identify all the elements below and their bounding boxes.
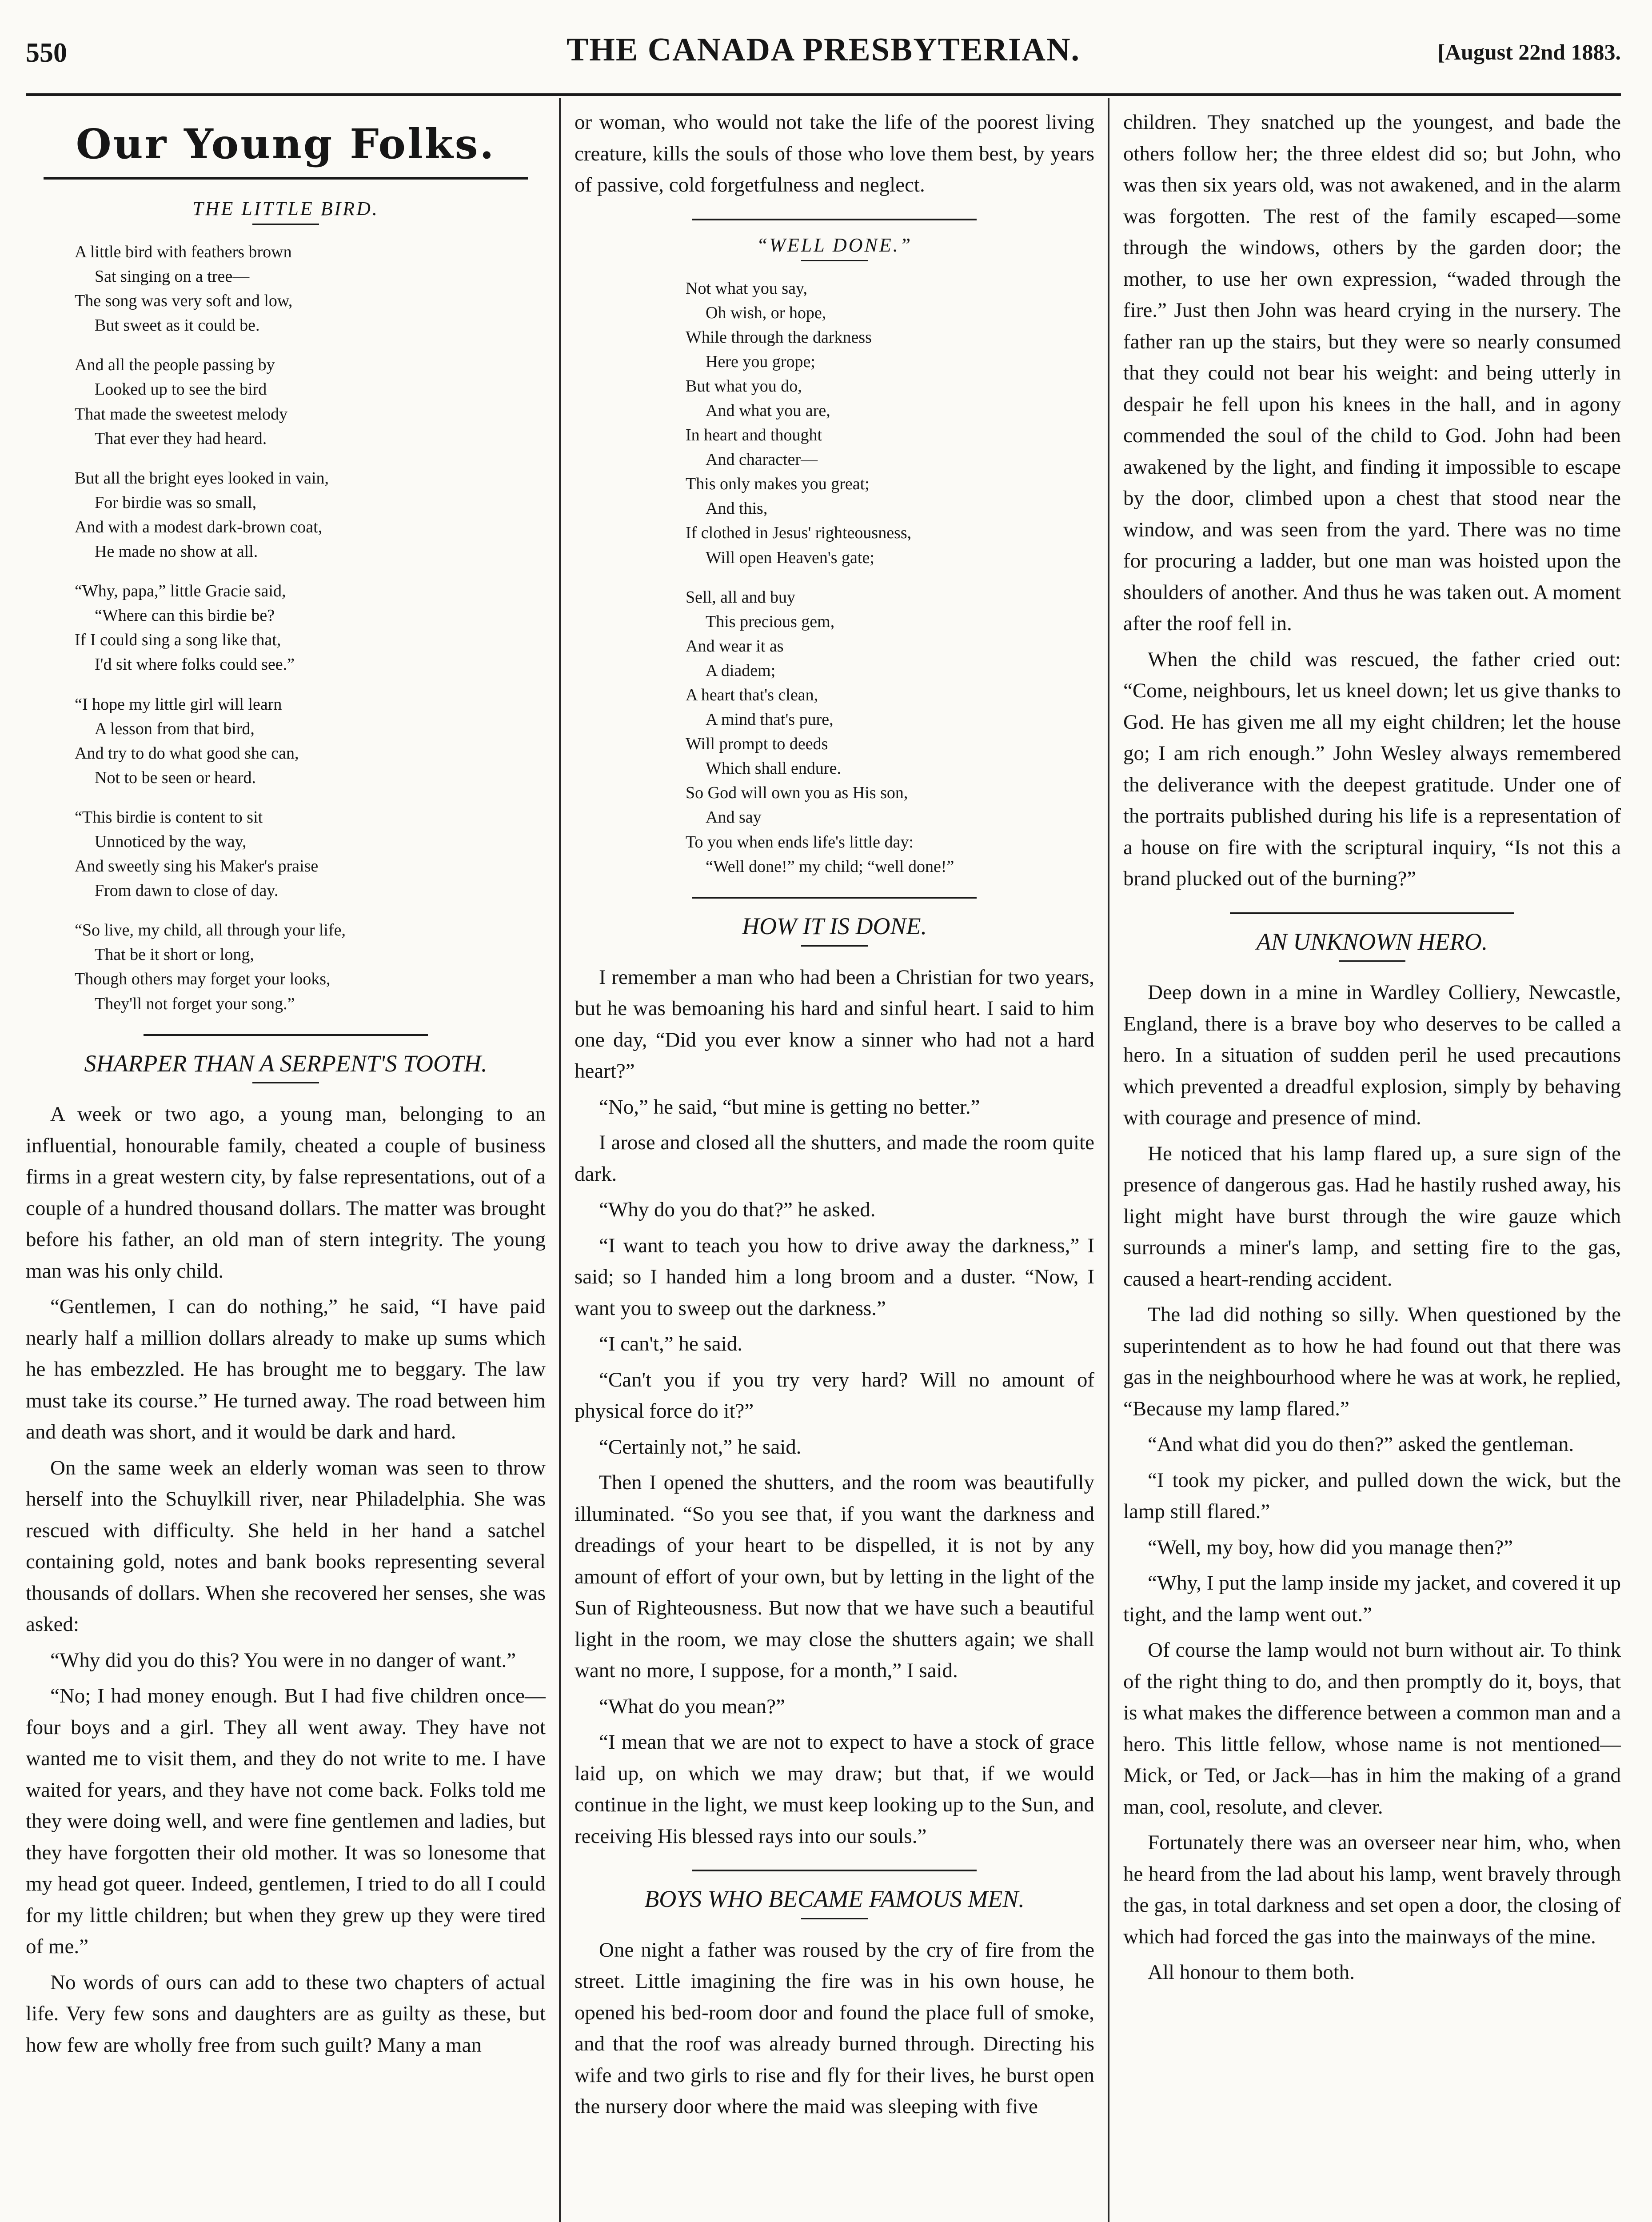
paragraph: I arose and closed all the shutters, and made the room quite dark. [575, 1131, 1094, 1186]
paragraph: “Certainly not,” he said. [599, 1435, 802, 1459]
poem-line: Sat singing on a tree— [95, 267, 250, 286]
section-rule [692, 897, 977, 899]
paragraph: No words of ours can add to these two chapters of actual life. Very few sons and daughters are as guilty as these, but how few are wholly free from such guilt? Many a man [26, 1970, 546, 2057]
poem-line: And with a modest dark-brown coat, [75, 517, 323, 536]
article-serpents-tooth [26, 1099, 546, 2061]
department-heading: Our Young Folks. [76, 120, 496, 168]
article-title: HOW IT IS DONE. [742, 912, 927, 939]
paragraph: “I mean that we are not to expect to have a stock of grace laid up, on which we may draw; but that, if we would continue in the light, we must keep looking up to the Sun, and receiving His blessed rays into our souls.” [575, 1730, 1094, 1848]
issue-date: [August 22nd 1883. [1437, 40, 1621, 64]
poem-stanza [75, 353, 546, 451]
masthead: THE CANADA PRESBYTERIAN. [566, 32, 1081, 68]
poem-line: Will prompt to deeds [686, 735, 828, 754]
poem-line: A diadem; [706, 661, 776, 680]
paragraph: “And what did you do then?” asked the gentleman. [1148, 1433, 1574, 1456]
poem-title: “WELL DONE.” [756, 234, 913, 256]
poem-line: But all the bright eyes looked in vain, [75, 468, 329, 488]
poem-line: And try to do what good she can, [75, 743, 299, 763]
poem-line: Sell, all and buy [686, 587, 795, 607]
paragraph: “Why do you do that?” he asked. [599, 1198, 876, 1222]
poem-line: If clothed in Jesus' righteousness, [686, 524, 912, 543]
poem-line: This precious gem, [706, 612, 835, 631]
poem-line: Not to be seen or heard. [95, 768, 256, 787]
poem-line: And all the people passing by [75, 356, 275, 375]
paragraph: Then I opened the shutters, and the room was beautifully illuminated. “So you see that, if you want the darkness and dreadings of your heart to be dispelled, it is not by any amount of effort of your own, but by letting in the light of the Sun of Righteousness. But now that we have such a beautiful light in the room, we may close the shutters again; we shall want no more, I suppose, for a month,” I said. [575, 1471, 1094, 1682]
poem-line: That made the sweetest melody [75, 404, 288, 424]
poem-stanza [75, 692, 546, 790]
newspaper-page [26, 0, 1621, 2222]
continued-paragraph: or woman, who would not take the life of the poorest living creature, kills the souls of those who love them best, by years of passive, cold forgetfulness and neglect. [575, 111, 1094, 196]
title-rule [1339, 960, 1405, 962]
paragraph: “I took my picker, and pulled down the wick, but the lamp still flared.” [1123, 1468, 1621, 1523]
poem-line: “This birdie is content to sit [75, 807, 263, 827]
poem-line: “Well done!” my child; “well done!” [706, 857, 954, 876]
poem-line: For birdie was so small, [95, 493, 257, 512]
poem-stanza [75, 466, 546, 564]
poem-line: A little bird with feathers brown [75, 243, 292, 261]
section-rule [144, 1034, 428, 1036]
poem-line: Will open Heaven's gate; [706, 548, 874, 567]
poem-line: A mind that's pure, [706, 710, 834, 729]
poem-line: If I could sing a song like that, [75, 631, 281, 650]
paragraph: When the child was rescued, the father cried out: “Come, neighbours, let us kneel down; let us give thanks to God. He has given me all my eight children; let the house go; I am rich enough.” John Wesley always remembered the deliverance with the deepest gratitude. Under one of the portraits published during his life is a representation of a house on fire with the scriptural inquiry, “Is not this a brand plucked out of the burning?” [1123, 647, 1621, 890]
poem-little-bird [75, 240, 546, 1016]
poem-line: To you when ends life's little day: [686, 832, 914, 851]
title-rule [252, 1082, 319, 1083]
header-rule [26, 93, 1621, 96]
paragraph: “No,” he said, “but mine is getting no better.” [599, 1095, 980, 1119]
paragraph: “Can't you if you try very hard? Will no amount of physical force do it?” [575, 1368, 1094, 1423]
paragraph: I remember a man who had been a Christian for two years, but he was bemoaning his hard and sinful heart. I said to him one day, “Did you ever know a sinner who had not a hard heart?” [575, 965, 1094, 1083]
poem-line: And this, [706, 499, 768, 518]
poem-line: And wear it as [686, 636, 784, 655]
column-2 [575, 107, 1094, 2222]
poem-line: “Where can this birdie be? [95, 606, 275, 625]
column-1 [26, 107, 546, 2222]
poem-well-done [686, 276, 1094, 879]
title-rule [801, 1918, 868, 1919]
continued-paragraph: children. They snatched up the youngest, and bade the others follow her; the three eldest did so; but John, who was then six years old, was not awakened, and in the alarm was forgotten. The rest of the family escaped—some through the windows, others by the garden door; the mother, to use her own expression, “waded through the fire.” Just then John was heard crying in the nursery. The father ran up the stairs, but they were so nearly consumed that they could not bear his weight: and being utterly in despair he fell upon his knees in the hall, and in agony commended the soul of the child to God. John had been awakened by the light, and finding it impossible to escape by the door, climbed upon a chest that stood near the window, and was seen from the yard. There was no time for procuring a ladder, but one man was hoisted upon the shoulders of another. And thus he was taken out. A moment after the roof fell in. [1123, 111, 1621, 635]
paragraph: Fortunately there was an overseer near him, who, when he heard from the lad about his lamp, went bravely through the gas, in total darkness and set open a door, the closing of which had forced the gas into the mainways of the mine. [1123, 1831, 1621, 1948]
section-rule [1230, 912, 1514, 914]
poem-line: While through the darkness [686, 328, 872, 347]
section-rule [692, 1870, 977, 1871]
paragraph: On the same week an elderly woman was seen to throw herself into the Schuylkill river, near Philadelphia. She was rescued with difficulty. She held in her hand a satchel containing gold, notes and bank books representing several thousands of dollars. When she recovered her senses, she was asked: [26, 1456, 546, 1636]
page-number: 550 [26, 38, 67, 68]
poem-line: Oh wish, or hope, [706, 303, 826, 322]
poem-line: “Why, papa,” little Gracie said, [75, 582, 286, 601]
continued-article [1123, 644, 1621, 895]
paragraph: “I can't,” he said. [599, 1332, 742, 1356]
paragraph: All honour to them both. [1148, 1961, 1355, 1984]
poem-line: In heart and thought [686, 426, 822, 445]
poem-line: And sweetly sing his Maker's praise [75, 857, 319, 876]
poem-stanza [75, 918, 546, 1016]
paragraph: A week or two ago, a young man, belonging to an influential, honourable family, cheated a couple of business firms in a great western city, by false representations, out of a couple of a hundred thousand dollars. The matter was brought before his father, an old man of stern integrity. The young man was his only child. [26, 1103, 546, 1283]
poem-line: This only makes you great; [686, 475, 870, 494]
article-title: SHARPER THAN A SERPENT'S TOOTH. [84, 1050, 487, 1077]
paragraph: Deep down in a mine in Wardley Colliery, Newcastle, England, there is a brave boy who deserves to be called a hero. In a situation of sudden peril he used precautions which prevented a dreadful explosion, simply by behaving with courage and presence of mind. [1123, 981, 1621, 1130]
column-rule [559, 98, 561, 2222]
paragraph: “Gentlemen, I can do nothing,” he said, “I have paid nearly half a million dollars already to make up sums which he has embezzled. He has brought me to beggary. The law must take its course.” He turned away. The road between him and death was short, and it would be dark and hard. [26, 1295, 546, 1444]
poem-line: They'll not forget your song.” [95, 994, 295, 1013]
poem-line: And what you are, [706, 401, 830, 420]
poem-line: I'd sit where folks could see.” [95, 655, 295, 674]
department-rule [44, 177, 528, 180]
page-header [26, 27, 1621, 76]
poem-line: “So live, my child, all through your life, [75, 921, 346, 940]
poem-stanza [75, 240, 546, 338]
poem-line: Not what you say, [686, 279, 808, 298]
paragraph: One night a father was roused by the cry of fire from the street. Little imagining the fire was in his own house, he opened his bed-room door and found the place full of smoke, and that the roof was already burned through. Directing his wife and two girls to rise and fly for their lives, he burst open the nursery door where the maid was sleeping with five [575, 1938, 1094, 2118]
article-unknown-hero [1123, 977, 1621, 1988]
poem-line: Though others may forget your looks, [75, 970, 331, 989]
poem-line: Here you grope; [706, 352, 815, 371]
poem-line: A heart that's clean, [686, 686, 818, 704]
paragraph: He noticed that his lamp flared up, a sure sign of the presence of dangerous gas. Had he hastily rushed away, his light might have burst through the wire gauze which surrounds a miner's lamp, and setting fire to the gas, caused a heart-rending accident. [1123, 1142, 1621, 1291]
article-famous-men [575, 1934, 1094, 2122]
poem-line: He made no show at all. [95, 542, 258, 561]
poem-stanza [75, 579, 546, 677]
poem-line: A lesson from that bird, [95, 719, 255, 738]
paragraph: “I want to teach you how to drive away the darkness,” I said; so I handed him a long broom and a duster. “Now, I want you to sweep out the darkness.” [575, 1234, 1094, 1320]
article-title: AN UNKNOWN HERO. [1256, 928, 1488, 955]
column-rule [1108, 98, 1109, 2222]
paragraph: “What do you mean?” [599, 1694, 785, 1718]
poem-line: And say [706, 808, 762, 827]
poem-line: So God will own you as His son, [686, 783, 908, 803]
paragraph: “Why, I put the lamp inside my jacket, and covered it up tight, and the lamp went out.” [1123, 1571, 1621, 1626]
poem-line: Which shall endure. [706, 759, 841, 778]
paragraph: “Well, my boy, how did you manage then?” [1148, 1535, 1513, 1559]
article-how-it-is-done [575, 962, 1094, 1852]
paragraph: Of course the lamp would not burn without air. To think of the right thing to do, and then promptly do it, boys, that is what makes the difference between a common man and a hero. This little fellow, whose name is not mentioned—Mick, or Ted, or Jack—has in him the making of a grand man, cool, resolute, and clever. [1123, 1639, 1621, 1818]
poem-line: That be it short or long, [95, 945, 254, 964]
poem-line: But sweet as it could be. [95, 316, 260, 335]
poem-line: The song was very soft and low, [75, 292, 293, 311]
poem-line: And character— [706, 450, 818, 469]
column-3 [1123, 107, 1621, 2222]
poem-stanza [686, 276, 1094, 570]
poem-line: That ever they had heard. [95, 429, 267, 448]
poem-stanza [75, 805, 546, 903]
poem-line: Unnoticed by the way, [95, 832, 247, 851]
section-rule [692, 219, 977, 220]
poem-stanza [686, 585, 1094, 879]
title-rule [801, 945, 868, 947]
paragraph: The lad did nothing so silly. When questioned by the superintendent as to how he had found out that there was gas in the neighbourhood where he was at work, he replied, “Because my lamp flared.” [1123, 1303, 1621, 1420]
poem-title: THE LITTLE BIRD. [192, 198, 379, 220]
paragraph: “Why did you do this? You were in no danger of want.” [50, 1648, 516, 1672]
poem-line: “I hope my little girl will learn [75, 695, 282, 714]
poem-line: From dawn to close of day. [95, 881, 279, 900]
article-title: BOYS WHO BECAME FAMOUS MEN. [644, 1886, 1025, 1913]
poem-line: Looked up to see the bird [95, 380, 267, 399]
poem-line: But what you do, [686, 376, 802, 396]
title-rule [801, 260, 868, 261]
paragraph: “No; I had money enough. But I had five children once—four boys and a girl. They all went away. They have not wanted me to visit them, and they do not write to me. I have waited for years, and they have not come back. Folks told me they were doing well, and were fine gentlemen and ladies, but they have forgotten their old mother. It was so lonesome that my head got queer. Indeed, gentlemen, I tried to do all I could for my little children; but when they grew up they were tired of me.” [26, 1684, 546, 1958]
title-rule [252, 224, 319, 225]
